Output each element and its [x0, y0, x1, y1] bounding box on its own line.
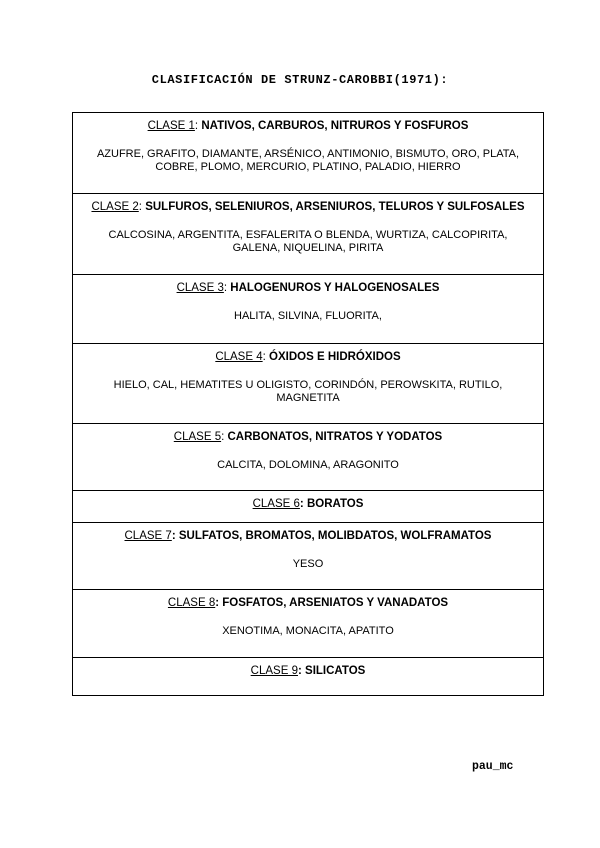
class-minerals: HALITA, SILVINA, FLUORITA, — [234, 310, 382, 322]
class-minerals: YESO — [292, 558, 324, 570]
class-heading — [73, 530, 543, 543]
class-separator: : — [262, 351, 266, 363]
class-name: SILICATOS — [305, 665, 366, 677]
class-label: CLASE 5 — [173, 431, 222, 443]
class-label: CLASE 9 — [250, 665, 298, 677]
author-signature: pau_mc — [472, 760, 514, 773]
class-minerals: HIELO, CAL, HEMATITES U OLIGISTO, CORINDÓN, PEROWSKITA, RUTILO, MAGNETITA — [113, 379, 503, 404]
class-name: ÓXIDOS E HIDRÓXIDOS — [269, 351, 401, 363]
class-minerals: CALCITA, DOLOMINA, ARAGONITO — [217, 459, 399, 471]
class-name: BORATOS — [306, 498, 364, 510]
class-separator: : — [138, 201, 142, 213]
class-row-4 — [73, 343, 543, 423]
classification-table — [72, 112, 544, 696]
class-heading — [73, 120, 543, 133]
class-name: FOSFATOS, ARSENIATOS Y VANADATOS — [222, 597, 449, 609]
class-heading — [73, 498, 543, 511]
class-heading — [73, 431, 543, 444]
class-minerals: AZUFRE, GRAFITO, DIAMANTE, ARSÉNICO, ANTIMONIO, BISMUTO, ORO, PLATA, COBRE, PLOMO, MERCURIO, PLATINO, PALADIO, HIERRO — [96, 148, 520, 173]
class-separator: : — [297, 665, 302, 677]
class-name: SULFATOS, BROMATOS, MOLIBDATOS, WOLFRAMATOS — [178, 530, 492, 542]
class-separator: : — [221, 431, 225, 443]
class-label: CLASE 7 — [124, 530, 172, 542]
class-label: CLASE 3 — [176, 282, 224, 294]
class-separator: : — [194, 120, 199, 132]
class-row-6 — [73, 490, 543, 522]
class-row-5 — [73, 423, 543, 490]
class-heading — [73, 201, 543, 214]
class-row-3 — [73, 274, 543, 343]
class-label: CLASE 6 — [252, 498, 300, 510]
class-label: CLASE 4 — [215, 351, 263, 363]
class-name: HALOGENUROS Y HALOGENOSALES — [230, 282, 440, 294]
class-label: CLASE 8 — [167, 597, 216, 609]
class-label: CLASE 1 — [147, 120, 195, 132]
class-minerals: CALCOSINA, ARGENTITA, ESFALERITA O BLENDA, WURTIZA, CALCOPIRITA, GALENA, NIQUELINA, PIRITA — [108, 229, 508, 254]
class-label: CLASE 2 — [91, 201, 139, 213]
class-separator: : — [299, 498, 304, 510]
class-row-8 — [73, 589, 543, 657]
class-row-9 — [73, 657, 543, 695]
class-row-2 — [73, 193, 543, 274]
class-heading — [73, 597, 543, 610]
class-heading — [73, 665, 543, 678]
class-separator: : — [223, 282, 228, 294]
class-minerals: XENOTIMA, MONACITA, APATITO — [222, 625, 394, 637]
class-heading — [73, 351, 543, 364]
class-separator: : — [215, 597, 220, 609]
class-name: NATIVOS, CARBUROS, NITRUROS Y FOSFUROS — [201, 120, 469, 132]
class-name: CARBONATOS, NITRATOS Y YODATOS — [227, 431, 443, 443]
class-row-7 — [73, 522, 543, 589]
document-title: CLASIFICACIÓN DE STRUNZ-CAROBBI(1971): — [151, 73, 449, 87]
class-separator: : — [171, 530, 176, 542]
class-row-1 — [73, 113, 543, 193]
class-name: SULFUROS, SELENIUROS, ARSENIUROS, TELUROS Y SULFOSALES — [145, 201, 525, 213]
class-heading — [73, 282, 543, 295]
